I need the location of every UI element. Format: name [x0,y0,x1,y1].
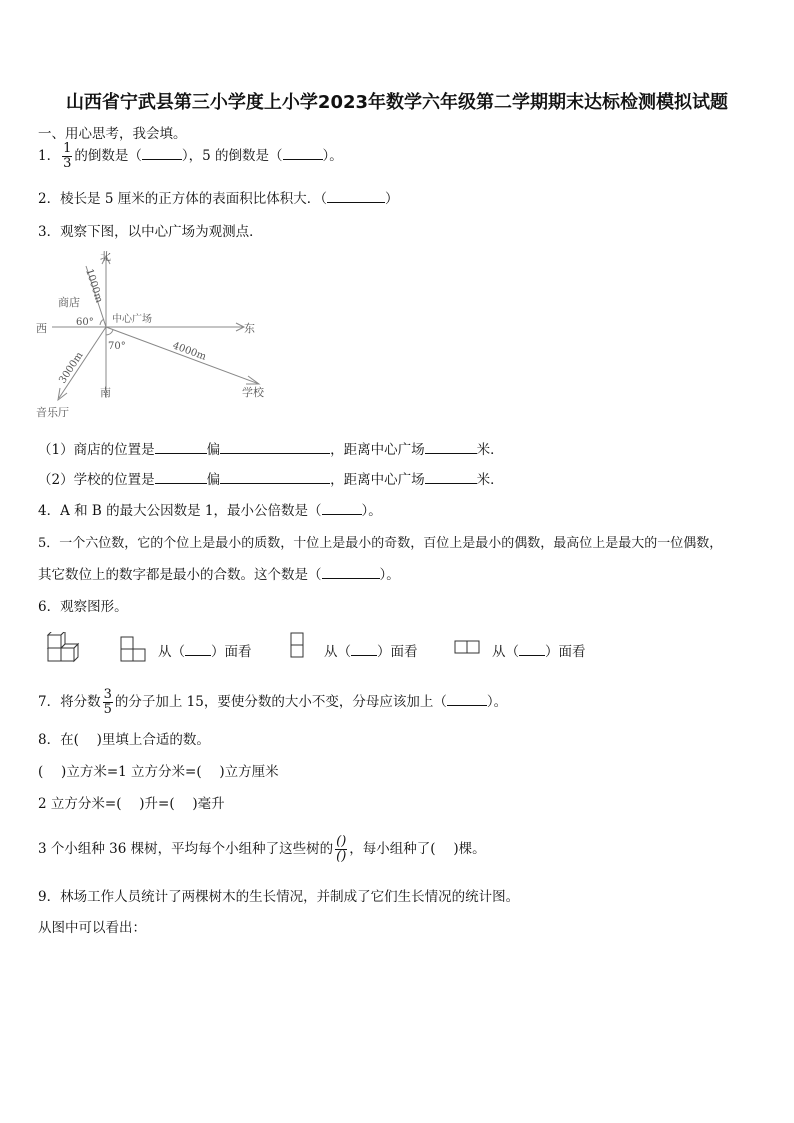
view-figure-1 [120,636,150,662]
view-label-2: 从（ ）面看 [324,640,418,660]
question-8: 8．在( )里填上合适的数。 [38,732,210,748]
label-hall: 音乐厅 [36,406,69,419]
question-8-line-2: 2 立方分米=( )升=( )毫升 [38,796,225,812]
question-7: 7．将分数 $\frac{3}{5}$ 的分子加上 15，要使分数的大小不变，分母应该加上（ ）。 [38,687,508,717]
question-8-line-3: 3 个小组种 36 棵树，平均每个小组种了这些树的 $\frac{()}{()}$ ，每小组种了( )棵。 [38,834,486,864]
label-distance-shop: 1000m [83,267,105,305]
answer-blank[interactable] [185,641,211,656]
answer-blank[interactable] [351,641,377,656]
question-4: 4．A 和 B 的最大公因数是 1，最小公倍数是（ ）。 [38,499,382,519]
label-angle-school: 70° [108,341,126,352]
fraction-three-fifths: $\frac{3}{5}$ [103,687,112,717]
label-distance-hall: 3000m [57,350,86,386]
question-3-part-2: （2）学校的位置是 偏 ，距离中心广场 米． [38,468,504,488]
answer-blank[interactable] [142,145,182,160]
question-1-number: 1． [38,148,61,164]
answer-blank[interactable] [283,145,323,160]
view-figure-2 [290,632,306,660]
answer-blank[interactable] [322,500,362,515]
answer-blank[interactable] [425,469,477,484]
cube-stack-figure [46,632,80,664]
hall-line [59,327,106,398]
label-west: 西 [36,322,47,335]
fraction-blank: $\frac{()}{()}$ [336,834,347,864]
view-label-1: 从（ ）面看 [158,640,252,660]
direction-diagram [34,248,284,423]
answer-blank[interactable] [220,469,330,484]
question-5-line-2: 其它数位上的数字都是最小的合数。这个数是（ ）。 [38,563,400,583]
question-1: 1． $\frac{1}{3}$ 的倒数是（ ），5 的倒数是（ ）。 [38,141,343,171]
question-9-sub: 从图中可以看出： [38,920,146,936]
view-figure-3 [454,640,482,656]
angle-arc-school [106,330,113,335]
label-angle-shop: 60° [76,317,94,328]
label-distance-school: 4000m [170,340,208,363]
answer-blank[interactable] [425,439,477,454]
answer-blank[interactable] [519,641,545,656]
school-line [106,327,259,384]
answer-blank[interactable] [322,564,380,579]
fraction-one-third: $\frac{1}{3}$ [63,141,72,171]
question-3-part-1: （1）商店的位置是 偏 ，距离中心广场 米． [38,438,504,458]
question-9: 9．林场工作人员统计了两棵树木的生长情况，并制成了它们生长情况的统计图。 [38,889,520,905]
page-title: 山西省宁武县第三小学度上小学2023年数学六年级第二学期期末达标检测模拟试题 [65,92,729,113]
label-north: 北 [100,250,111,263]
label-south: 南 [100,386,111,399]
answer-blank[interactable] [155,469,207,484]
question-8-line-1: ( )立方米=1 立方分米=( )立方厘米 [38,764,279,780]
label-center: 中心广场 [112,314,152,325]
answer-blank[interactable] [447,691,487,706]
angle-arc-shop [100,319,104,325]
label-school: 学校 [242,386,264,399]
answer-blank[interactable] [155,439,207,454]
answer-blank[interactable] [220,439,330,454]
section-heading: 一、用心思考，我会填。 [38,126,187,142]
question-3: 3．观察下图，以中心广场为观测点． [38,224,263,240]
question-5-line-1: 5．一个六位数，它的个位上是最小的质数，十位上是最小的奇数，百位上是最小的偶数，最高位上是最大的一位偶数， [38,536,723,551]
view-label-3: 从（ ）面看 [492,640,586,660]
label-shop: 商店 [58,296,80,309]
question-6: 6．观察图形。 [38,599,128,615]
answer-blank[interactable] [327,188,385,203]
label-east: 东 [244,322,255,335]
question-2: 2．棱长是 5 厘米的正方体的表面积比体积大．（ ） [38,187,399,207]
